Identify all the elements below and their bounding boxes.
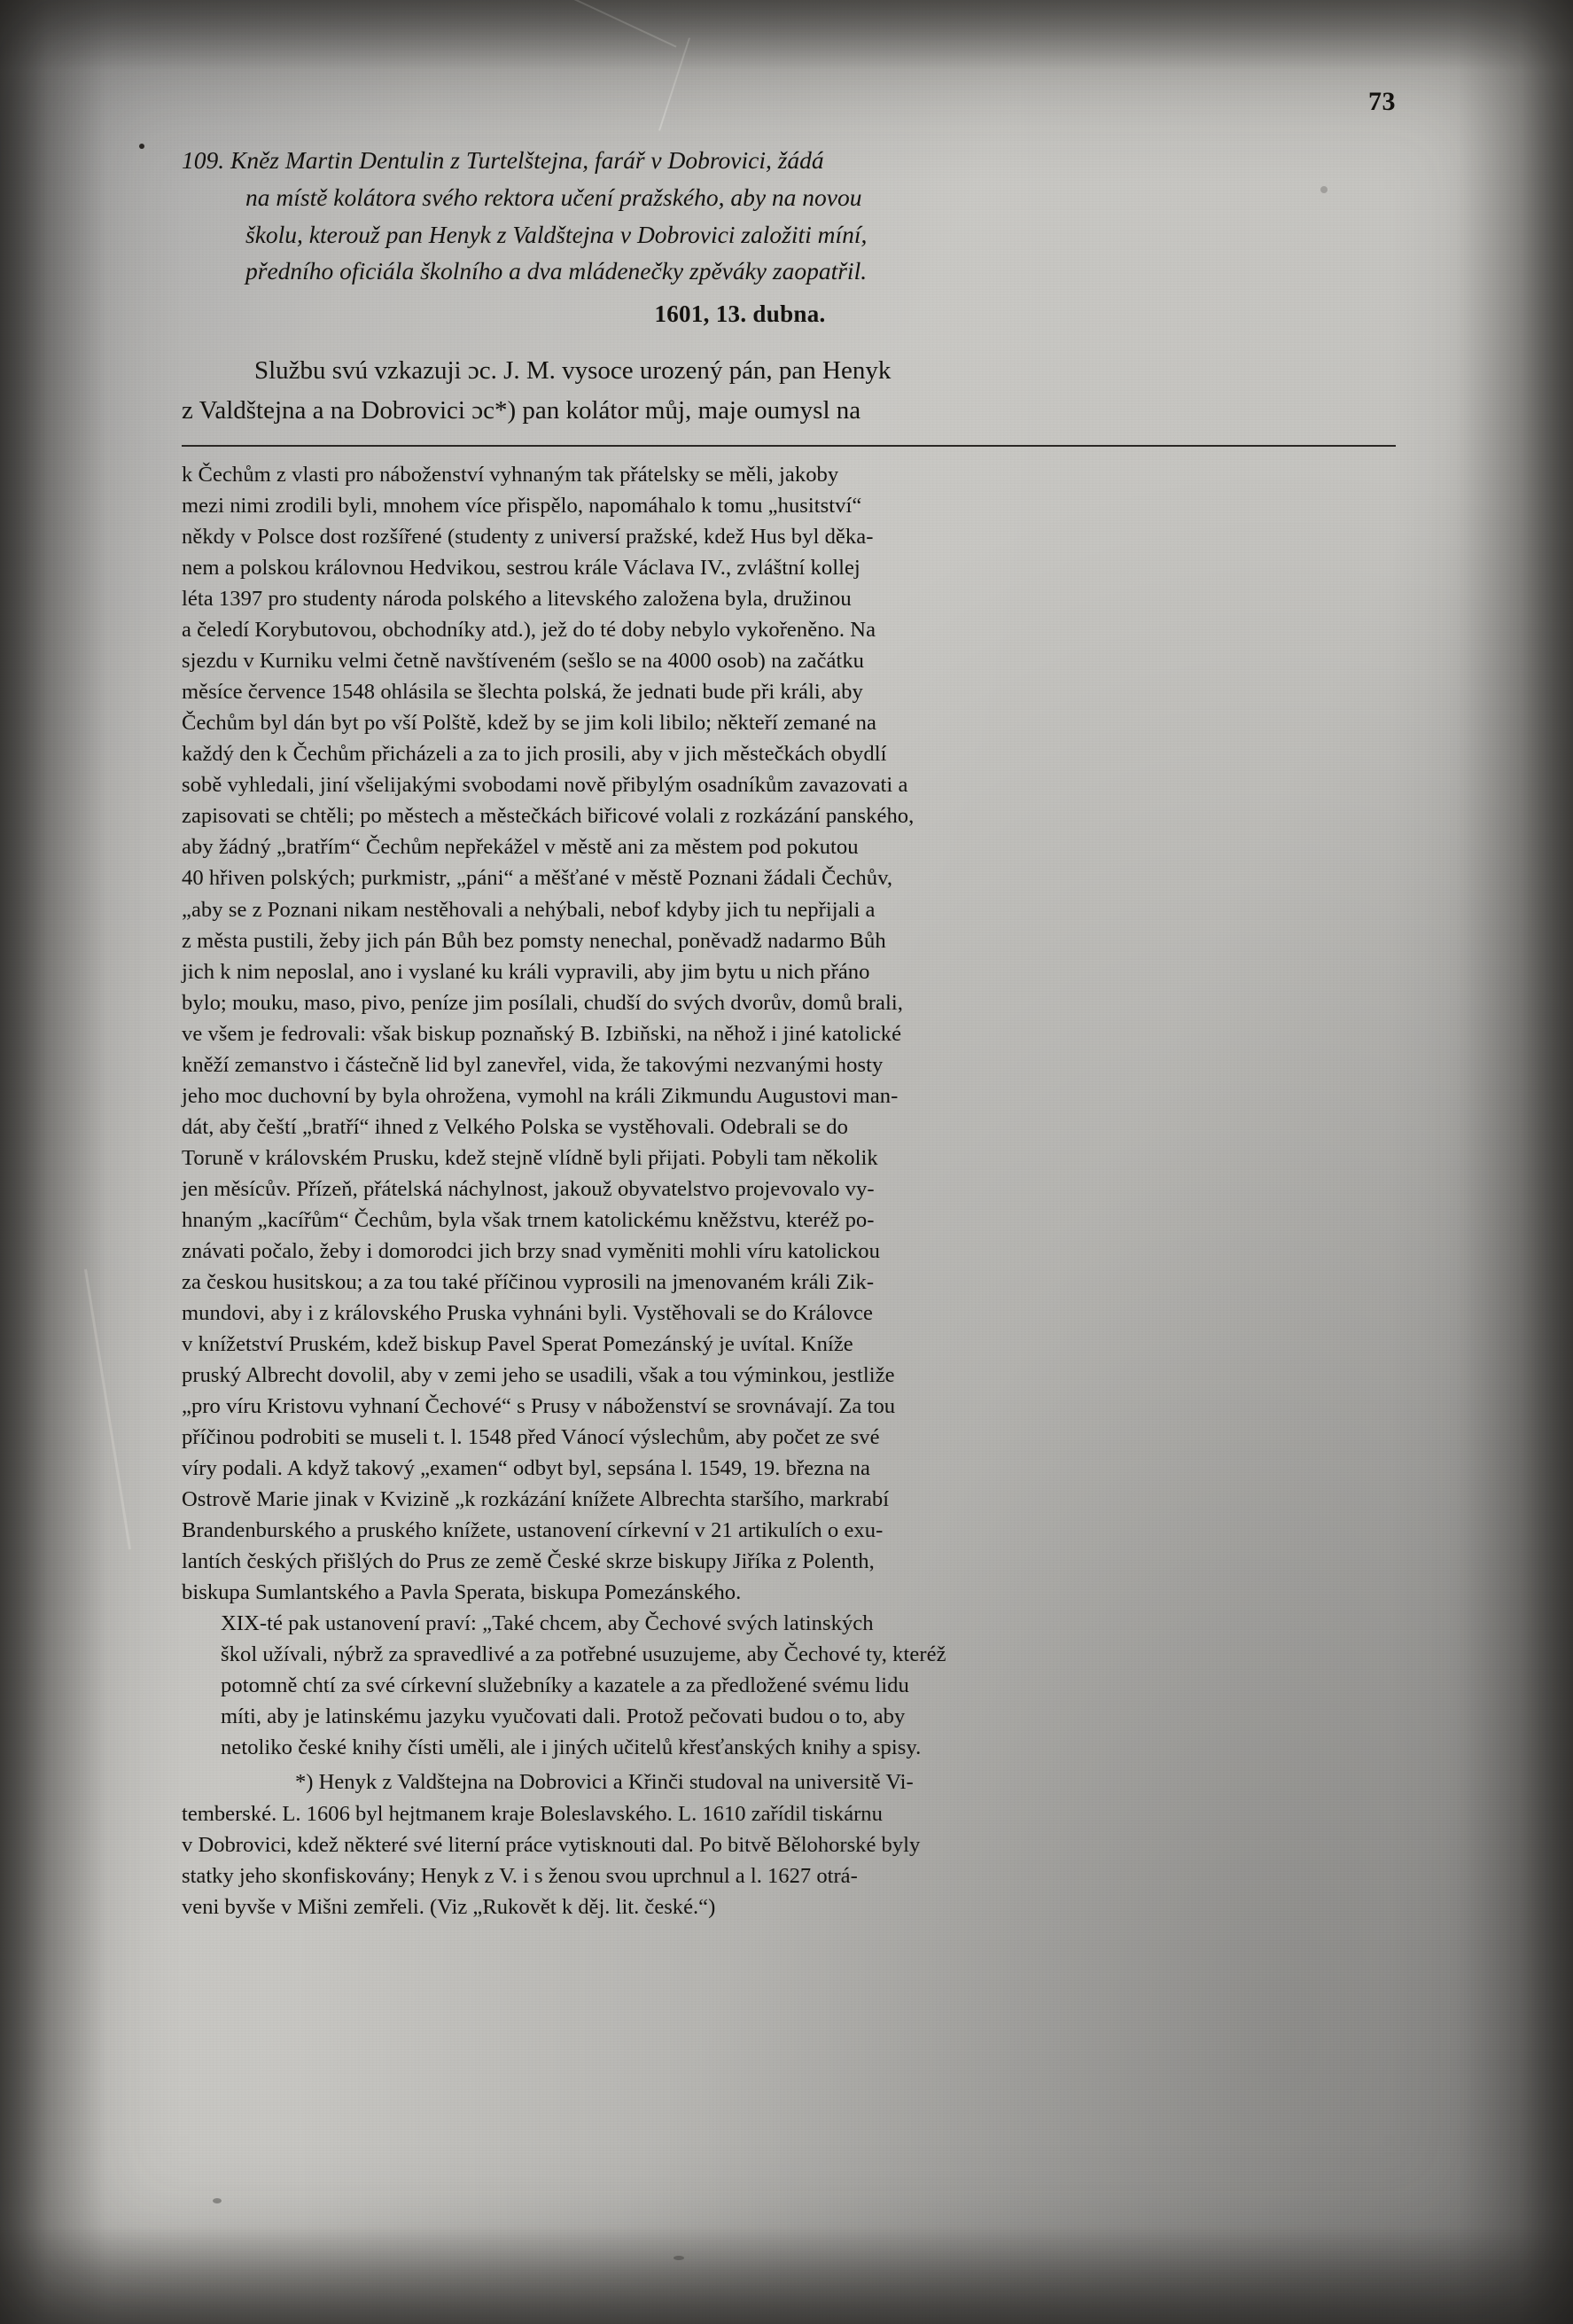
note-line: mezi nimi zrodili byli, mnohem více přispělo, napomáhalo k tomu „husitství“ [182, 494, 862, 519]
footnote-continuation [182, 459, 1396, 1763]
note-line: bylo; mouku, maso, pivo, peníze jim posílali, chudší do svých dvorův, domů brali, [182, 990, 903, 1015]
note-line: jen měsícův. Přízeň, přátelská náchylnost, jakouž obyvatelstvo projevovalo vy- [182, 1176, 875, 1201]
note-line: každý den k Čechům přicházeli a za to jich prosili, aby v jich městečkách obydlí [182, 742, 887, 767]
note-line: kněží zemanstvo i částečně lid byl zanevřel, vida, že takovými nezvanými hosty [182, 1052, 884, 1077]
scan-scratch [658, 37, 690, 130]
note-line: pruský Albrecht dovolil, aby v zemi jeho se usadili, však a tou výminkou, jestliže [182, 1362, 895, 1387]
page-edge-shadow-top [0, 0, 1573, 71]
footnote-line: *) Henyk z Valdštejna na Dobrovici a Křinči studoval na universitě Vi- [295, 1770, 914, 1795]
paper-smudge [213, 2198, 222, 2203]
footnote-line: v Dobrovici, kdež některé své literní práce vytisknouti dal. Po bitvě Bělohorské byly [182, 1832, 921, 1857]
note-line: netoliko české knihy čísti uměli, ale i jiných učitelů křesťanských knihy a spisy. [221, 1735, 922, 1760]
footnote-line: temberské. L. 1606 byl hejtmanem kraje Boleslavského. L. 1610 zařídil tiskárnu [182, 1801, 883, 1826]
note-line: Toruně v královském Prusku, kdež stejně vlídně byli přijati. Pobyli tam několik [182, 1145, 878, 1170]
note-line: příčinou podrobiti se museli t. l. 1548 před Vánocí výslechům, aby počet ze své [182, 1425, 880, 1450]
note-line: aby žádný „bratřím“ Čechům nepřekážel v městě ani za městem pod pokutou [182, 835, 859, 860]
note-line: léta 1397 pro studenty národa polského a litevského založena byla, družinou [182, 587, 852, 612]
note-line: 40 hřiven polských; purkmistr, „páni“ a měšťané v městě Poznani žádali Čechův, [182, 866, 893, 891]
footnote-rule [182, 445, 1396, 447]
note-line: z města pustili, žeby jich pán Bůh bez pomsty nenechal, poněvadž nadarmo Bůh [182, 928, 886, 953]
body-line: z Valdštejna a na Dobrovici ɔc*) pan kolátor můj, maje oumysl na [182, 396, 861, 425]
footnote-paragraph-2 [182, 1608, 1396, 1763]
note-line: v knížetství Pruském, kdež biskup Pavel Sperat Pomezánský je uvítal. Kníže [182, 1331, 853, 1356]
page-edge-shadow-right [1458, 0, 1573, 2324]
note-line: jich k nim neposlal, ano i vyslané ku králi vypravili, aby jim bytu u nich přáno [182, 959, 870, 984]
note-line: měsíce července 1548 ohlásila se šlechta polská, že jednati bude při králi, aby [182, 680, 863, 705]
page-content [182, 87, 1396, 1922]
note-line: zapisovati se chtěli; po městech a městečkách biřicové volali z rozkázání panského, [182, 804, 915, 829]
note-line: jeho moc duchovní by byla ohrožena, vymohl na králi Zikmundu Augustovi man- [182, 1083, 899, 1108]
note-line: sjezdu v Kurniku velmi četně navštíveném (sešlo se na 4000 osob) na začátku [182, 649, 865, 674]
document-heading [182, 142, 1396, 290]
note-line: potomně chtí za své církevní služebníky a kazatele a za předložené svému lidu [221, 1673, 909, 1698]
note-line: někdy v Polsce dost rozšířené (studenty z universí pražské, kdež Hus byl děka- [182, 525, 874, 550]
margin-dot-mark [139, 144, 144, 149]
note-line: sobě vyhledali, jiní všelijakými svobodami nově přibylým osadníkům zavazovati a [182, 773, 908, 798]
note-line: biskupa Sumlantského a Pavla Sperata, biskupa Pomezánského. [182, 1580, 742, 1605]
note-line: za českou husitskou; a za tou také příčinou vyprosili na jmenovaném králi Zik- [182, 1269, 875, 1294]
scan-scratch [556, 0, 677, 48]
document-body-opening [182, 351, 1396, 431]
document-date: 1601, 13. dubna. [654, 300, 826, 328]
body-line: Službu svú vzkazuji ɔc. J. M. vysoce urozený pán, pan Henyk [254, 356, 892, 386]
note-line: míti, aby je latinskému jazyku vyučovati dali. Protož pečovati budou o to, aby [221, 1704, 906, 1729]
note-line: „aby se z Poznani nikam nestěhovali a nehýbali, nebof kdyby jich tu nepřijali a [182, 897, 876, 922]
heading-line: školu, kterouž pan Henyk z Valdštejna v Dobrovici založiti míní, [245, 220, 868, 248]
note-line: XIX-té pak ustanovení praví: „Také chcem, aby Čechové svých latinských [221, 1611, 874, 1636]
scan-scratch [84, 1269, 131, 1550]
note-line: Brandenburského a pruského knížete, ustanovení církevní v 21 artikulích o exu- [182, 1518, 884, 1543]
page-number: 73 [1368, 87, 1396, 116]
note-line: škol užívali, nýbrž za spravedlivé a za potřebné usuzujeme, aby Čechové ty, kteréž [221, 1642, 946, 1667]
asterisk-footnote [182, 1766, 1396, 1922]
footnote-line: statky jeho skonfiskovány; Henyk z V. i s ženou svou uprchnul a l. 1627 otrá- [182, 1863, 858, 1888]
footnote-paragraph-1 [182, 459, 1396, 1608]
note-line: Čechům byl dán byt po vší Polště, kdež by se jim koli libilo; někteří zemané na [182, 711, 876, 736]
note-line: lantích českých přišlých do Prus ze země České skrze biskupy Jiříka z Polenth, [182, 1549, 875, 1574]
note-line: a čeledí Korybutovou, obchodníky atd.), jež do té doby nebylo vykořeněno. Na [182, 618, 876, 643]
page-edge-shadow-bottom [0, 2227, 1573, 2324]
heading-line: předního oficiála školního a dva mládenečky zpěváky zaopatřil. [245, 257, 868, 285]
note-line: dát, aby čeští „bratří“ ihned z Velkého Polska se vystěhovali. Odebrali se do [182, 1114, 848, 1139]
note-line: ve všem je fedrovali: však biskup poznaňský B. Izbiňski, na něhož i jiné katolické [182, 1021, 902, 1046]
note-line: Ostrově Marie jinak v Kvizině „k rozkázání knížete Albrechta staršího, markrabí [182, 1487, 890, 1512]
note-line: nem a polskou královnou Hedvikou, sestrou krále Václava IV., zvláštní kollej [182, 556, 860, 581]
note-line: „pro víru Kristovu vyhnaní Čechové“ s Prusy v náboženství se srovnávají. Za tou [182, 1394, 896, 1418]
footnote-line: veni byvše v Mišni zemřeli. (Viz „Rukovět k děj. lit. české.“) [182, 1895, 716, 1919]
heading-line: na místě kolátora svého rektora učení pražského, aby na novou [245, 183, 862, 211]
note-line: hnaným „kacířům“ Čechům, byla však trnem katolickému kněžstvu, kteréž po- [182, 1207, 875, 1232]
paper-smudge [674, 2256, 684, 2260]
heading-line: 109. Kněz Martin Dentulin z Turtelštejna, farář v Dobrovici, žádá [182, 146, 824, 174]
page-edge-shadow-left [0, 0, 106, 2324]
note-line: znávati počalo, žeby i domorodci jich brzy snad vyměniti mohli víru katolickou [182, 1238, 880, 1263]
note-line: víry podali. A když takový „examen“ odbyt byl, sepsána l. 1549, 19. března na [182, 1456, 870, 1481]
note-line: k Čechům z vlasti pro náboženství vyhnaným tak přátelsky se měli, jakoby [182, 463, 839, 487]
note-line: mundovi, aby i z královského Pruska vyhnáni byli. Vystěhovali se do Královce [182, 1300, 873, 1325]
